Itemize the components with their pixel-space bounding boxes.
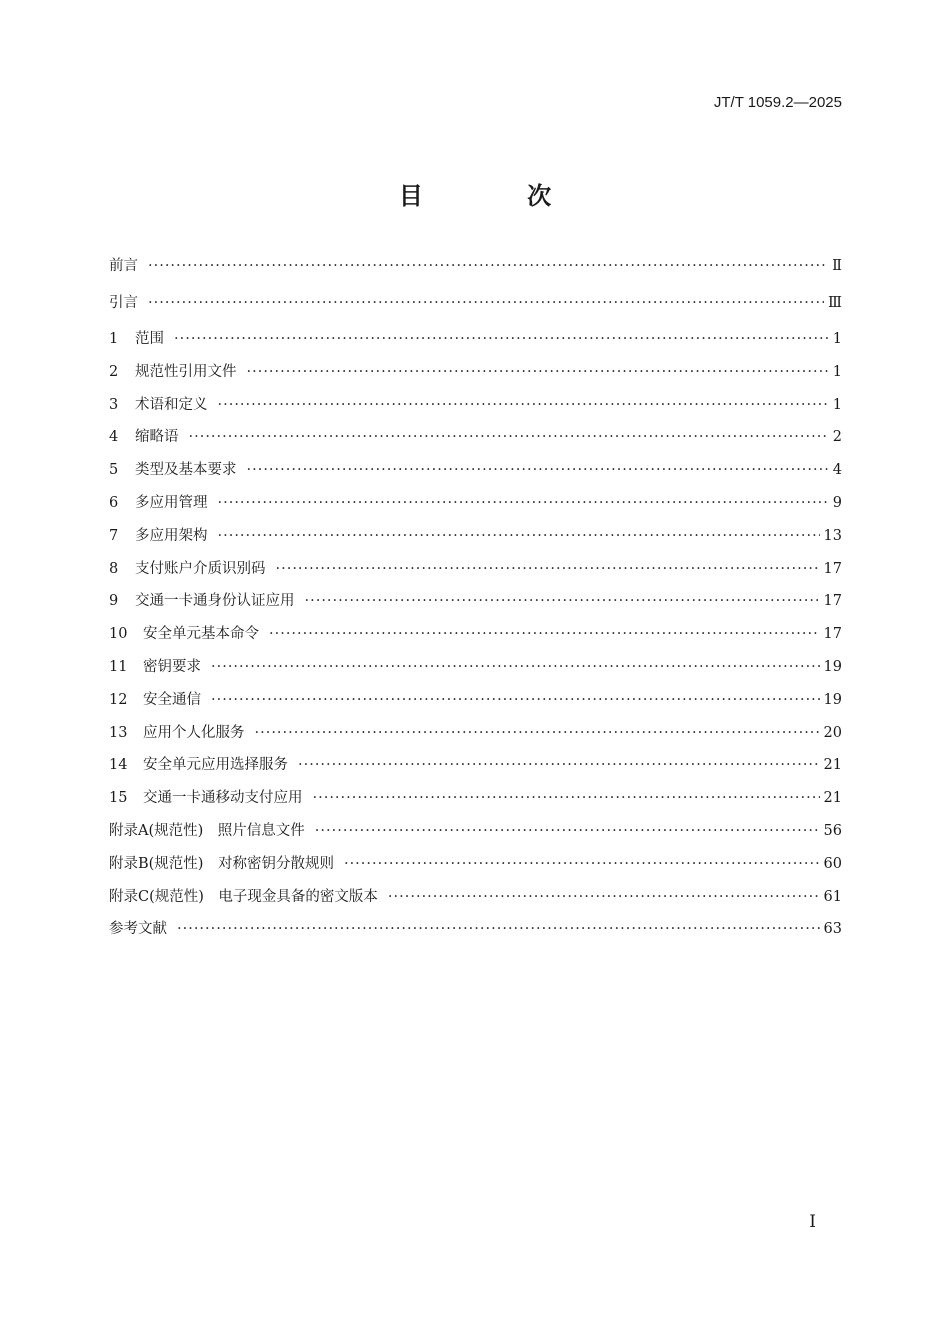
toc-entry[interactable] [109, 458, 842, 491]
dot-leader [218, 397, 829, 413]
toc-entry[interactable] [109, 425, 842, 458]
toc-entry-page: 19 [823, 658, 842, 675]
toc-entry-page: Ⅲ [828, 294, 842, 311]
toc-entry[interactable] [109, 721, 842, 754]
toc-entry-label: 前言 [109, 258, 138, 274]
toc-entry-page: 61 [823, 888, 842, 905]
toc-entry-page: 2 [832, 429, 842, 446]
standard-number: JT/T 1059.2—2025 [713, 94, 842, 111]
toc-entry-number: 2 [109, 363, 119, 380]
toc-entry-label: 附录B(规范性) 对称密钥分散规则 [109, 855, 334, 872]
toc-entry-label: 安全单元基本命令 [143, 626, 259, 643]
toc-entry[interactable] [109, 557, 842, 590]
toc-entry-label: 应用个人化服务 [143, 724, 245, 741]
toc-entry-number: 12 [109, 691, 128, 708]
toc-entry-introduction[interactable] [109, 291, 842, 328]
toc-entry-number: 6 [109, 494, 119, 511]
dot-leader [211, 692, 820, 708]
toc-entry-page: 17 [823, 626, 842, 643]
toc-entry-label: 术语和定义 [135, 396, 208, 413]
toc-entry-label: 安全通信 [143, 691, 201, 708]
dot-leader [276, 561, 820, 577]
toc-entry-label: 交通一卡通移动支付应用 [143, 790, 303, 807]
dot-leader [177, 921, 820, 937]
toc-entry-page: 21 [823, 757, 842, 774]
toc-entry-label: 安全单元应用选择服务 [143, 757, 288, 774]
toc-entry-label: 密钥要求 [143, 658, 201, 675]
dot-leader [269, 626, 820, 642]
toc-entry-page: 17 [823, 593, 842, 610]
toc-entry-page: 13 [823, 527, 842, 544]
toc-entry[interactable] [109, 622, 842, 655]
toc-entry-appendix-c[interactable] [109, 885, 842, 918]
dot-leader [174, 331, 829, 347]
toc-entry-number: 14 [109, 757, 128, 774]
dot-leader [298, 757, 820, 773]
toc-entry-appendix-a[interactable] [109, 819, 842, 852]
toc-entry-label: 缩略语 [135, 429, 179, 446]
toc-entry-page: 56 [823, 822, 842, 839]
toc-entry-page: 4 [832, 462, 842, 479]
toc-entry-number: 4 [109, 429, 119, 446]
toc-entry-label: 规范性引用文件 [135, 363, 237, 380]
dot-leader [211, 659, 820, 675]
dot-leader [218, 528, 820, 544]
toc-entry[interactable] [109, 786, 842, 819]
toc-entry[interactable] [109, 655, 842, 688]
toc-entry-label: 多应用管理 [135, 494, 208, 511]
dot-leader [255, 725, 820, 741]
dot-leader [388, 889, 820, 905]
toc-entry-number: 5 [109, 462, 119, 479]
toc-entry-appendix-b[interactable] [109, 852, 842, 885]
toc-entry-page: 1 [832, 396, 842, 413]
toc-entry-number: 9 [109, 593, 119, 610]
dot-leader [247, 462, 829, 478]
toc-entry-page: 9 [832, 494, 842, 511]
dot-leader [148, 258, 828, 274]
toc-entry-number: 3 [109, 396, 119, 413]
toc-entry-page: 20 [823, 724, 842, 741]
dot-leader [218, 495, 829, 511]
toc-entry-page: 1 [832, 363, 842, 380]
toc-entry[interactable] [109, 688, 842, 721]
toc-entry-label: 支付账户介质识别码 [135, 560, 266, 577]
toc-entry-bibliography[interactable] [109, 917, 842, 950]
toc-entry-label: 引言 [109, 294, 138, 311]
dot-leader [189, 429, 829, 445]
table-of-contents [109, 254, 842, 950]
toc-entry-label: 附录A(规范性) 照片信息文件 [109, 822, 305, 839]
toc-entry-number: 13 [109, 724, 128, 741]
toc-entry-number: 15 [109, 790, 128, 807]
toc-entry-page: 17 [823, 560, 842, 577]
dot-leader [305, 593, 820, 609]
toc-entry[interactable] [109, 491, 842, 524]
toc-entry-label: 多应用架构 [135, 527, 208, 544]
toc-entry-foreword[interactable] [109, 254, 842, 291]
dot-leader [315, 823, 820, 839]
toc-entry-page: 60 [823, 855, 842, 872]
dot-leader [344, 856, 820, 872]
toc-entry-page: 1 [832, 331, 842, 347]
toc-entry-page: 19 [823, 691, 842, 708]
toc-entry-label: 类型及基本要求 [135, 462, 237, 479]
page-title: 目 次 [398, 182, 600, 210]
toc-entry-label: 交通一卡通身份认证应用 [135, 593, 295, 610]
toc-entry[interactable] [109, 327, 842, 360]
toc-entry[interactable] [109, 589, 842, 622]
toc-entry-number: 7 [109, 527, 119, 544]
toc-entry-label: 范围 [135, 331, 164, 347]
toc-entry-page: Ⅱ [832, 258, 842, 274]
toc-entry[interactable] [109, 393, 842, 426]
dot-leader [313, 790, 820, 806]
dot-leader [148, 295, 824, 311]
toc-entry-number: 10 [109, 626, 128, 643]
toc-entry[interactable] [109, 524, 842, 557]
toc-entry-number: 11 [109, 658, 128, 675]
toc-entry-page: 63 [823, 921, 842, 938]
page-number: I [809, 1212, 816, 1232]
toc-entry-label: 参考文献 [109, 921, 167, 938]
toc-entry[interactable] [109, 360, 842, 393]
toc-entry[interactable] [109, 753, 842, 786]
toc-entry-number: 8 [109, 560, 119, 577]
toc-entry-label: 附录C(规范性) 电子现金具备的密文版本 [109, 888, 378, 905]
toc-entry-page: 21 [823, 790, 842, 807]
toc-entry-number: 1 [109, 331, 119, 347]
dot-leader [247, 364, 829, 380]
